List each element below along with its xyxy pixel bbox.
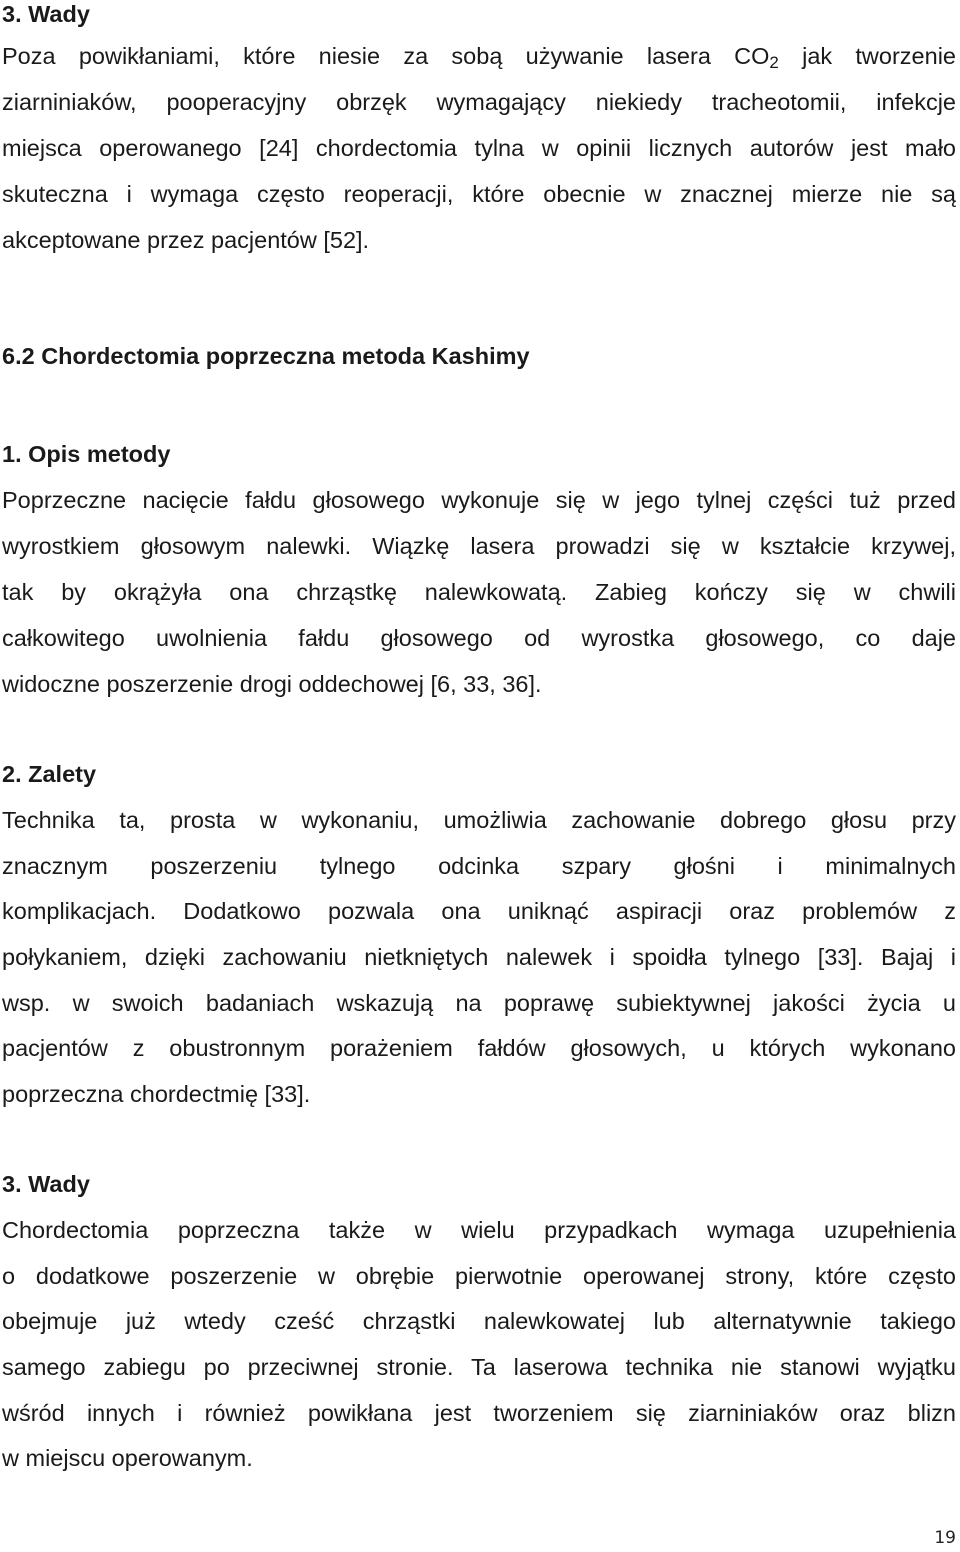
paragraph-line: wśród innych i również powikłana jest tworzeniem się ziarniniaków oraz blizn [2, 1400, 956, 1426]
paragraph-line: miejsca operowanego [24] chordectomia tylna w opinii licznych autorów jest mało [2, 135, 956, 161]
paragraph-line: o dodatkowe poszerzenie w obrębie pierwotnie operowanej strony, które często [2, 1263, 956, 1289]
paragraph-line: pacjentów z obustronnym porażeniem fałdów głosowych, u których wykonano [2, 1035, 956, 1061]
section-title: 6.2 Chordectomia poprzeczna metoda Kashimy [2, 343, 530, 369]
text-span: Poza powikłaniami, które niesie za sobą używanie lasera CO [2, 43, 770, 69]
section-heading-wady-2: 3. Wady [2, 1171, 90, 1197]
paragraph-line: skuteczna i wymaga często reoperacji, które obecnie w znacznej mierze nie są [2, 181, 956, 207]
paragraph-line: obejmuje już wtedy cześć chrząstki nalewkowatej lub alternatywnie takiego [2, 1308, 956, 1334]
paragraph-line: wyrostkiem głosowym nalewki. Wiązkę lasera prowadzi się w kształcie krzywej, [2, 533, 956, 559]
paragraph-line: całkowitego uwolnienia fałdu głosowego od wyrostka głosowego, co daje [2, 625, 956, 651]
paragraph-line: poprzeczna chordectmię [33]. [2, 1081, 311, 1107]
page-number: 19 [934, 1528, 956, 1548]
paragraph-line: komplikacjach. Dodatkowo pozwala ona uniknąć aspiracji oraz problemów z [2, 898, 956, 924]
paragraph-line: Poprzeczne nacięcie fałdu głosowego wykonuje się w jego tylnej części tuż przed [2, 487, 956, 513]
subscript: 2 [769, 53, 779, 70]
section-heading-opis-metody: 1. Opis metody [2, 441, 171, 467]
paragraph-line: ziarniniaków, pooperacyjny obrzęk wymagający niekiedy tracheotomii, infekcje [2, 89, 956, 115]
paragraph-line: w miejscu operowanym. [2, 1445, 253, 1471]
paragraph-line: tak by okrążyła ona chrząstkę nalewkowatą. Zabieg kończy się w chwili [2, 579, 956, 605]
paragraph-line: znacznym poszerzeniu tylnego odcinka szpary głośni i minimalnych [2, 853, 956, 879]
paragraph-line: samego zabiegu po przeciwnej stronie. Ta laserowa technika nie stanowi wyjątku [2, 1354, 956, 1380]
paragraph-line: widoczne poszerzenie drogi oddechowej [6, 33, 36]. [2, 671, 542, 697]
paragraph-line: akceptowane przez pacjentów [52]. [2, 227, 370, 253]
paragraph-line: Chordectomia poprzeczna także w wielu przypadkach wymaga uzupełnienia [2, 1217, 956, 1243]
section-heading-zalety: 2. Zalety [2, 761, 97, 787]
paragraph-line: połykaniem, dzięki zachowaniu nietkniętych nalewek i spoidła tylnego [33]. Bajaj i [2, 944, 956, 970]
paragraph-line: wsp. w swoich badaniach wskazują na poprawę subiektywnej jakości życia u [2, 990, 956, 1016]
section-heading-wady-1: 3. Wady [2, 1, 90, 27]
paragraph-line: Technika ta, prosta w wykonaniu, umożliwia zachowanie dobrego głosu przy [2, 807, 956, 833]
paragraph-line [2, 42, 956, 70]
text-span: jak tworzenie [778, 43, 956, 69]
